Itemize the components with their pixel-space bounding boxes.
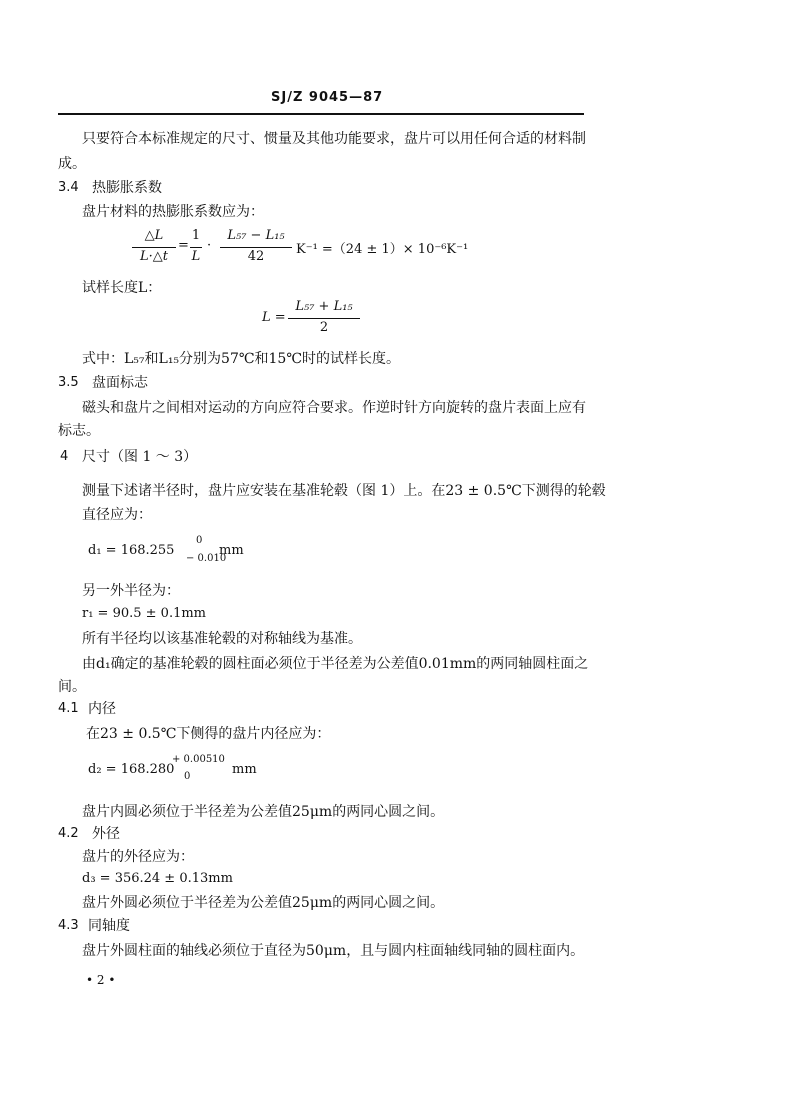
eq2-lhs: L = <box>262 310 286 325</box>
eq1-lhs-fraction-bar <box>132 247 176 248</box>
section-4-3-title: 同轴度 <box>88 918 130 934</box>
section-4-3-text: 盘片外圆柱面的轴线必须位于直径为50μm，且与圆内柱面轴线同轴的圆柱面内。 <box>82 943 585 959</box>
section-3-5-text-line-2: 标志。 <box>58 423 100 439</box>
eq1-rhs: K⁻¹ =（24 ± 1）× 10⁻⁶K⁻¹ <box>296 242 469 257</box>
eq2-numerator: L₅₇ + L₁₅ <box>295 299 353 314</box>
section-4-2-title: 外径 <box>92 826 120 842</box>
eq1-dot: · <box>207 238 212 253</box>
section-4-number: 4 <box>60 449 69 464</box>
d2-lower-tolerance: 0 <box>184 771 191 782</box>
where-clause: 式中：L₅₇和L₁₅分别为57℃和15℃时的试样长度。 <box>82 351 400 367</box>
section-3-5-number: 3.5 <box>58 375 79 390</box>
eq1-l: L <box>191 249 201 264</box>
section-4-2-text: 盘片的外径应为： <box>82 849 194 865</box>
section-3-4-number: 3.4 <box>58 180 79 195</box>
section-4-title: 尺寸（图 1 ～ 3） <box>82 449 198 465</box>
section-3-4-title: 热膨胀系数 <box>92 180 162 196</box>
d2-lhs: d₂ = 168.280 <box>88 762 175 777</box>
axis-reference-text: 所有半径均以该基准轮毂的对称轴线为基准。 <box>82 631 362 647</box>
intro-paragraph-line-2: 成。 <box>58 156 86 172</box>
header-rule <box>58 113 584 115</box>
section-3-4-text: 盘片材料的热膨胀系数应为： <box>82 204 264 220</box>
page-number: • 2 • <box>86 973 116 987</box>
sample-length-label: 试样长度L： <box>82 280 162 296</box>
eq1-lhs-numerator: △L <box>144 228 164 243</box>
eq1-mid-numerator: L₅₇ − L₁₅ <box>227 228 285 243</box>
eq1-one-over-l-bar <box>190 247 202 248</box>
d1-definition-line-1: 由d₁确定的基准轮毂的圆柱面必须位于半径差为公差值0.01mm的两同轴圆柱面之 <box>82 656 589 672</box>
section-4-3-number: 4.3 <box>58 918 79 933</box>
standard-code: SJ/Z 9045—87 <box>271 90 384 105</box>
section-3-5-text-line-1: 磁头和盘片之间相对运动的方向应符合要求。作逆时针方向旋转的盘片表面上应有 <box>82 400 586 416</box>
section-4-2-number: 4.2 <box>58 826 79 841</box>
r1-formula: r₁ = 90.5 ± 0.1mm <box>82 606 207 621</box>
d1-definition-line-2: 间。 <box>58 679 86 695</box>
section-3-5-title: 盘面标志 <box>92 375 148 391</box>
eq1-mid-denominator: 42 <box>247 249 265 264</box>
d1-lower-tolerance: − 0.010 <box>186 553 227 564</box>
section-4-1-text: 在23 ± 0.5℃下侧得的盘片内径应为： <box>86 726 331 742</box>
section-4-1-tolerance: 盘片内圆必须位于半径差为公差值25μm的两同心圆之间。 <box>82 804 445 820</box>
d2-upper-tolerance: + 0.00510 <box>172 754 225 765</box>
d1-lhs: d₁ = 168.255 <box>88 543 175 558</box>
eq1-equals: = <box>178 238 189 253</box>
section-4-text-line-1: 测量下述诸半径时，盘片应安装在基准轮毂（图 1）上。在23 ± 0.5℃下测得的轮毂 <box>82 483 606 499</box>
section-4-text-line-2: 直径应为： <box>82 507 152 523</box>
section-4-1-number: 4.1 <box>58 701 79 716</box>
d1-upper-tolerance: 0 <box>196 535 203 546</box>
outer-radius-intro: 另一外半径为： <box>82 583 180 599</box>
eq1-mid-fraction-bar <box>220 247 292 248</box>
d3-formula: d₃ = 356.24 ± 0.13mm <box>82 871 233 886</box>
d1-unit: mm <box>219 543 244 558</box>
section-4-1-title: 内径 <box>88 701 116 717</box>
eq2-denominator: 2 <box>319 320 329 335</box>
eq1-lhs-denominator: L·△t <box>140 249 168 264</box>
eq1-one: 1 <box>191 228 201 243</box>
d2-unit: mm <box>232 762 257 777</box>
eq2-fraction-bar <box>288 318 360 319</box>
intro-paragraph-line-1: 只要符合本标准规定的尺寸、惯量及其他功能要求，盘片可以用任何合适的材料制 <box>82 131 586 147</box>
section-4-2-tolerance: 盘片外圆必须位于半径差为公差值25μm的两同心圆之间。 <box>82 895 445 911</box>
